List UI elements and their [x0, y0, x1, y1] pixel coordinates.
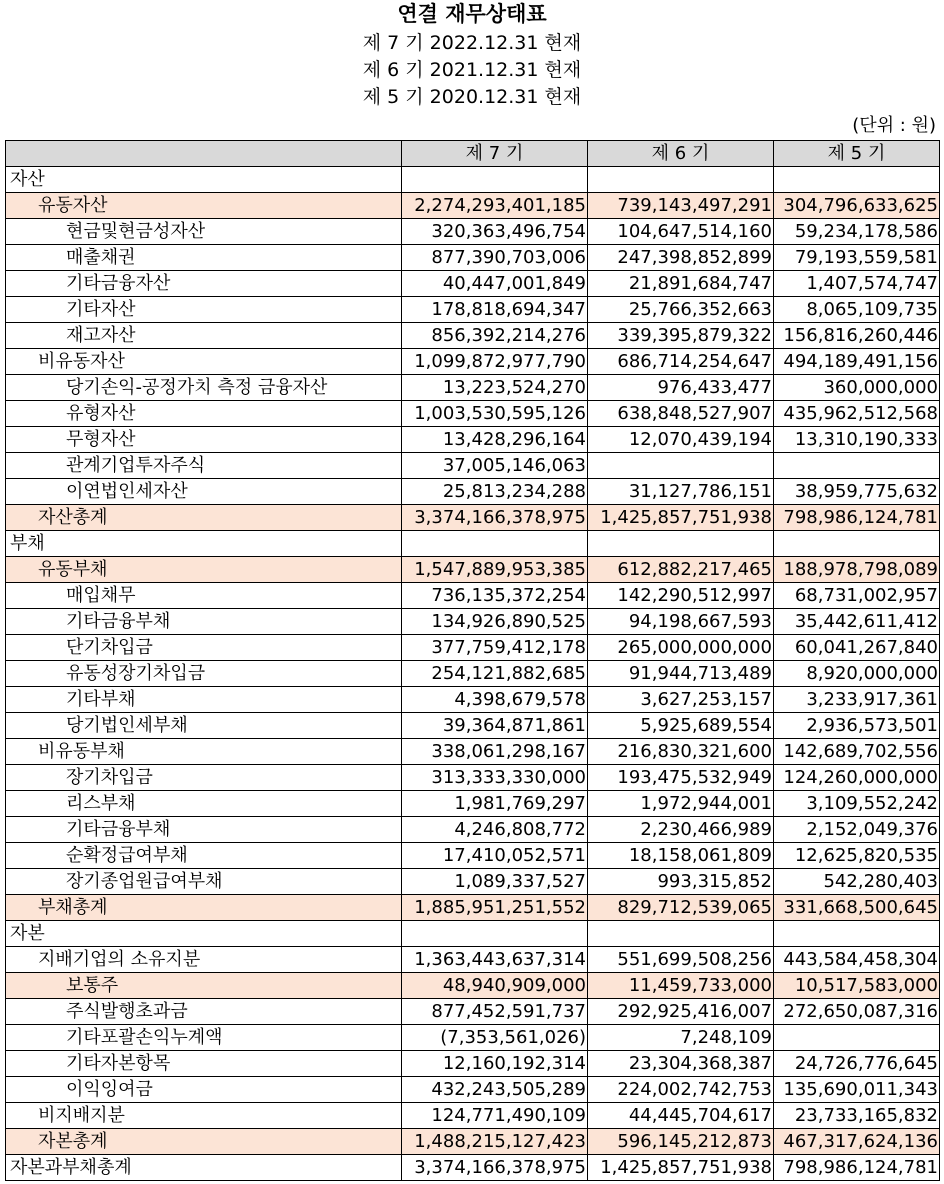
- account-name: 자본과부채총계: [6, 1155, 402, 1181]
- amount-cell: [402, 167, 588, 193]
- account-name: 주식발행초과금: [6, 999, 402, 1025]
- amount-cell: 12,160,192,314: [402, 1051, 588, 1077]
- amount-cell: 224,002,742,753: [588, 1077, 774, 1103]
- table-row: [6, 947, 940, 973]
- amount-cell: 877,452,591,737: [402, 999, 588, 1025]
- table-row: [6, 323, 940, 349]
- amount-cell: 877,390,703,006: [402, 245, 588, 271]
- amount-cell: 39,364,871,861: [402, 713, 588, 739]
- account-name: 부채총계: [6, 895, 402, 921]
- table-row: [6, 557, 940, 583]
- table-row: [6, 531, 940, 557]
- table-row: [6, 817, 940, 843]
- account-name: 기타포괄손익누계액: [6, 1025, 402, 1051]
- table-row: [6, 219, 940, 245]
- amount-cell: 494,189,491,156: [774, 349, 940, 375]
- amount-cell: 2,936,573,501: [774, 713, 940, 739]
- unit-label: (단위 : 원): [852, 115, 936, 136]
- account-name: 단기차입금: [6, 635, 402, 661]
- table-row: [6, 1025, 940, 1051]
- account-name: 보통주: [6, 973, 402, 999]
- table-row: [6, 895, 940, 921]
- amount-cell: 24,726,776,645: [774, 1051, 940, 1077]
- account-name: 자산총계: [6, 505, 402, 531]
- header-account: [6, 141, 402, 167]
- amount-cell: 247,398,852,899: [588, 245, 774, 271]
- amount-cell: 48,940,909,000: [402, 973, 588, 999]
- account-name: 이익잉여금: [6, 1077, 402, 1103]
- amount-cell: 1,547,889,953,385: [402, 557, 588, 583]
- table-row: [6, 687, 940, 713]
- account-name: 자본총계: [6, 1129, 402, 1155]
- amount-cell: 292,925,416,007: [588, 999, 774, 1025]
- amount-cell: 23,304,368,387: [588, 1051, 774, 1077]
- account-name: 매입채무: [6, 583, 402, 609]
- amount-cell: 3,109,552,242: [774, 791, 940, 817]
- account-name: 당기법인세부채: [6, 713, 402, 739]
- header-period-6: 제 6 기: [588, 141, 774, 167]
- account-name: 순확정급여부채: [6, 843, 402, 869]
- amount-cell: 1,003,530,595,126: [402, 401, 588, 427]
- amount-cell: [774, 921, 940, 947]
- account-name: 기타자본항목: [6, 1051, 402, 1077]
- table-row: [6, 973, 940, 999]
- amount-cell: 467,317,624,136: [774, 1129, 940, 1155]
- amount-cell: 7,248,109: [588, 1025, 774, 1051]
- table-row: [6, 869, 940, 895]
- period-line-1: 제 7 기 2022.12.31 현재: [362, 32, 582, 54]
- account-name: 유동자산: [6, 193, 402, 219]
- amount-cell: [588, 921, 774, 947]
- amount-cell: 35,442,611,412: [774, 609, 940, 635]
- period-line-2: 제 6 기 2021.12.31 현재: [362, 59, 582, 81]
- amount-cell: 435,962,512,568: [774, 401, 940, 427]
- table-row: [6, 583, 940, 609]
- table-row: [6, 739, 940, 765]
- account-name: 유동부채: [6, 557, 402, 583]
- amount-cell: 2,152,049,376: [774, 817, 940, 843]
- amount-cell: 142,290,512,997: [588, 583, 774, 609]
- account-name: 기타부채: [6, 687, 402, 713]
- table-row: [6, 349, 940, 375]
- amount-cell: 360,000,000: [774, 375, 940, 401]
- account-name: 비지배지분: [6, 1103, 402, 1129]
- table-header-row: [6, 141, 940, 167]
- table-row: [6, 167, 940, 193]
- amount-cell: 216,830,321,600: [588, 739, 774, 765]
- table-row: [6, 1051, 940, 1077]
- amount-cell: 829,712,539,065: [588, 895, 774, 921]
- amount-cell: 3,627,253,157: [588, 687, 774, 713]
- amount-cell: [588, 167, 774, 193]
- amount-cell: 4,398,679,578: [402, 687, 588, 713]
- amount-cell: 686,714,254,647: [588, 349, 774, 375]
- amount-cell: 178,818,694,347: [402, 297, 588, 323]
- amount-cell: 124,771,490,109: [402, 1103, 588, 1129]
- amount-cell: 12,625,820,535: [774, 843, 940, 869]
- amount-cell: 60,041,267,840: [774, 635, 940, 661]
- amount-cell: 59,234,178,586: [774, 219, 940, 245]
- amount-cell: 313,333,330,000: [402, 765, 588, 791]
- amount-cell: 91,944,713,489: [588, 661, 774, 687]
- amount-cell: 254,121,882,685: [402, 661, 588, 687]
- amount-cell: 798,986,124,781: [774, 505, 940, 531]
- amount-cell: 135,690,011,343: [774, 1077, 940, 1103]
- table-row: [6, 453, 940, 479]
- account-name: 장기종업원급여부채: [6, 869, 402, 895]
- amount-cell: 17,410,052,571: [402, 843, 588, 869]
- account-name: 기타자산: [6, 297, 402, 323]
- amount-cell: 1,099,872,977,790: [402, 349, 588, 375]
- amount-cell: 377,759,412,178: [402, 635, 588, 661]
- amount-cell: 3,374,166,378,975: [402, 1155, 588, 1181]
- amount-cell: [402, 531, 588, 557]
- amount-cell: 612,882,217,465: [588, 557, 774, 583]
- amount-cell: 1,972,944,001: [588, 791, 774, 817]
- amount-cell: 1,981,769,297: [402, 791, 588, 817]
- period-line-3: 제 5 기 2020.12.31 현재: [362, 86, 582, 108]
- amount-cell: 68,731,002,957: [774, 583, 940, 609]
- header-period-7: 제 7 기: [402, 141, 588, 167]
- amount-cell: 856,392,214,276: [402, 323, 588, 349]
- amount-cell: 638,848,527,907: [588, 401, 774, 427]
- table-row: [6, 843, 940, 869]
- account-name: 재고자산: [6, 323, 402, 349]
- amount-cell: 4,246,808,772: [402, 817, 588, 843]
- table-row: [6, 921, 940, 947]
- account-name: 매출채권: [6, 245, 402, 271]
- table-row: [6, 1077, 940, 1103]
- amount-cell: 1,407,574,747: [774, 271, 940, 297]
- amount-cell: 3,374,166,378,975: [402, 505, 588, 531]
- amount-cell: 320,363,496,754: [402, 219, 588, 245]
- table-row: [6, 505, 940, 531]
- account-name: 관계기업투자주식: [6, 453, 402, 479]
- table-row: [6, 375, 940, 401]
- amount-cell: 5,925,689,554: [588, 713, 774, 739]
- amount-cell: 13,310,190,333: [774, 427, 940, 453]
- amount-cell: [774, 531, 940, 557]
- amount-cell: [402, 921, 588, 947]
- amount-cell: 25,766,352,663: [588, 297, 774, 323]
- table-row: [6, 401, 940, 427]
- amount-cell: 8,920,000,000: [774, 661, 940, 687]
- amount-cell: 1,488,215,127,423: [402, 1129, 588, 1155]
- table-row: [6, 271, 940, 297]
- account-name: 부채: [6, 531, 402, 557]
- amount-cell: [588, 531, 774, 557]
- amount-cell: 79,193,559,581: [774, 245, 940, 271]
- account-name: 이연법인세자산: [6, 479, 402, 505]
- amount-cell: (7,353,561,026): [402, 1025, 588, 1051]
- table-row: [6, 635, 940, 661]
- table-row: [6, 713, 940, 739]
- amount-cell: 44,445,704,617: [588, 1103, 774, 1129]
- account-name: 자본: [6, 921, 402, 947]
- account-name: 장기차입금: [6, 765, 402, 791]
- balance-sheet-table: [5, 140, 940, 1181]
- amount-cell: 1,089,337,527: [402, 869, 588, 895]
- amount-cell: [774, 453, 940, 479]
- account-name: 기타금융부채: [6, 609, 402, 635]
- account-name: 기타금융부채: [6, 817, 402, 843]
- amount-cell: 18,158,061,809: [588, 843, 774, 869]
- amount-cell: 10,517,583,000: [774, 973, 940, 999]
- table-row: [6, 661, 940, 687]
- account-name: 리스부채: [6, 791, 402, 817]
- amount-cell: 31,127,786,151: [588, 479, 774, 505]
- amount-cell: 338,061,298,167: [402, 739, 588, 765]
- table-row: [6, 1155, 940, 1181]
- amount-cell: 2,230,466,989: [588, 817, 774, 843]
- table-row: [6, 791, 940, 817]
- amount-cell: 25,813,234,288: [402, 479, 588, 505]
- amount-cell: [774, 1025, 940, 1051]
- amount-cell: 193,475,532,949: [588, 765, 774, 791]
- account-name: 현금및현금성자산: [6, 219, 402, 245]
- amount-cell: 142,689,702,556: [774, 739, 940, 765]
- amount-cell: 551,699,508,256: [588, 947, 774, 973]
- header-period-5: 제 5 기: [774, 141, 940, 167]
- account-name: 당기손익-공정가치 측정 금융자산: [6, 375, 402, 401]
- amount-cell: 1,425,857,751,938: [588, 505, 774, 531]
- account-name: 유형자산: [6, 401, 402, 427]
- amount-cell: 3,233,917,361: [774, 687, 940, 713]
- statement-title: 연결 재무상태표: [397, 2, 547, 26]
- amount-cell: 8,065,109,735: [774, 297, 940, 323]
- amount-cell: 304,796,633,625: [774, 193, 940, 219]
- account-name: 비유동부채: [6, 739, 402, 765]
- table-row: [6, 193, 940, 219]
- amount-cell: 13,428,296,164: [402, 427, 588, 453]
- table-row: [6, 1103, 940, 1129]
- amount-cell: 21,891,684,747: [588, 271, 774, 297]
- amount-cell: 38,959,775,632: [774, 479, 940, 505]
- amount-cell: 542,280,403: [774, 869, 940, 895]
- amount-cell: 104,647,514,160: [588, 219, 774, 245]
- amount-cell: 739,143,497,291: [588, 193, 774, 219]
- amount-cell: 993,315,852: [588, 869, 774, 895]
- table-row: [6, 479, 940, 505]
- table-row: [6, 999, 940, 1025]
- amount-cell: 134,926,890,525: [402, 609, 588, 635]
- amount-cell: 1,425,857,751,938: [588, 1155, 774, 1181]
- amount-cell: 596,145,212,873: [588, 1129, 774, 1155]
- amount-cell: 331,668,500,645: [774, 895, 940, 921]
- amount-cell: 11,459,733,000: [588, 973, 774, 999]
- amount-cell: 94,198,667,593: [588, 609, 774, 635]
- amount-cell: 156,816,260,446: [774, 323, 940, 349]
- amount-cell: [774, 167, 940, 193]
- amount-cell: 443,584,458,304: [774, 947, 940, 973]
- account-name: 지배기업의 소유지분: [6, 947, 402, 973]
- amount-cell: 976,433,477: [588, 375, 774, 401]
- amount-cell: 1,885,951,251,552: [402, 895, 588, 921]
- amount-cell: 736,135,372,254: [402, 583, 588, 609]
- amount-cell: 23,733,165,832: [774, 1103, 940, 1129]
- account-name: 비유동자산: [6, 349, 402, 375]
- account-name: 무형자산: [6, 427, 402, 453]
- amount-cell: 798,986,124,781: [774, 1155, 940, 1181]
- amount-cell: [588, 453, 774, 479]
- amount-cell: 2,274,293,401,185: [402, 193, 588, 219]
- table-row: [6, 427, 940, 453]
- account-name: 유동성장기차입금: [6, 661, 402, 687]
- table-row: [6, 245, 940, 271]
- amount-cell: 188,978,798,089: [774, 557, 940, 583]
- table-row: [6, 297, 940, 323]
- amount-cell: 265,000,000,000: [588, 635, 774, 661]
- amount-cell: 272,650,087,316: [774, 999, 940, 1025]
- table-body: [6, 167, 940, 1181]
- amount-cell: 37,005,146,063: [402, 453, 588, 479]
- amount-cell: 40,447,001,849: [402, 271, 588, 297]
- amount-cell: 124,260,000,000: [774, 765, 940, 791]
- table-row: [6, 609, 940, 635]
- amount-cell: 13,223,524,270: [402, 375, 588, 401]
- amount-cell: 339,395,879,322: [588, 323, 774, 349]
- account-name: 자산: [6, 167, 402, 193]
- table-row: [6, 1129, 940, 1155]
- account-name: 기타금융자산: [6, 271, 402, 297]
- table-row: [6, 765, 940, 791]
- amount-cell: 12,070,439,194: [588, 427, 774, 453]
- amount-cell: 1,363,443,637,314: [402, 947, 588, 973]
- amount-cell: 432,243,505,289: [402, 1077, 588, 1103]
